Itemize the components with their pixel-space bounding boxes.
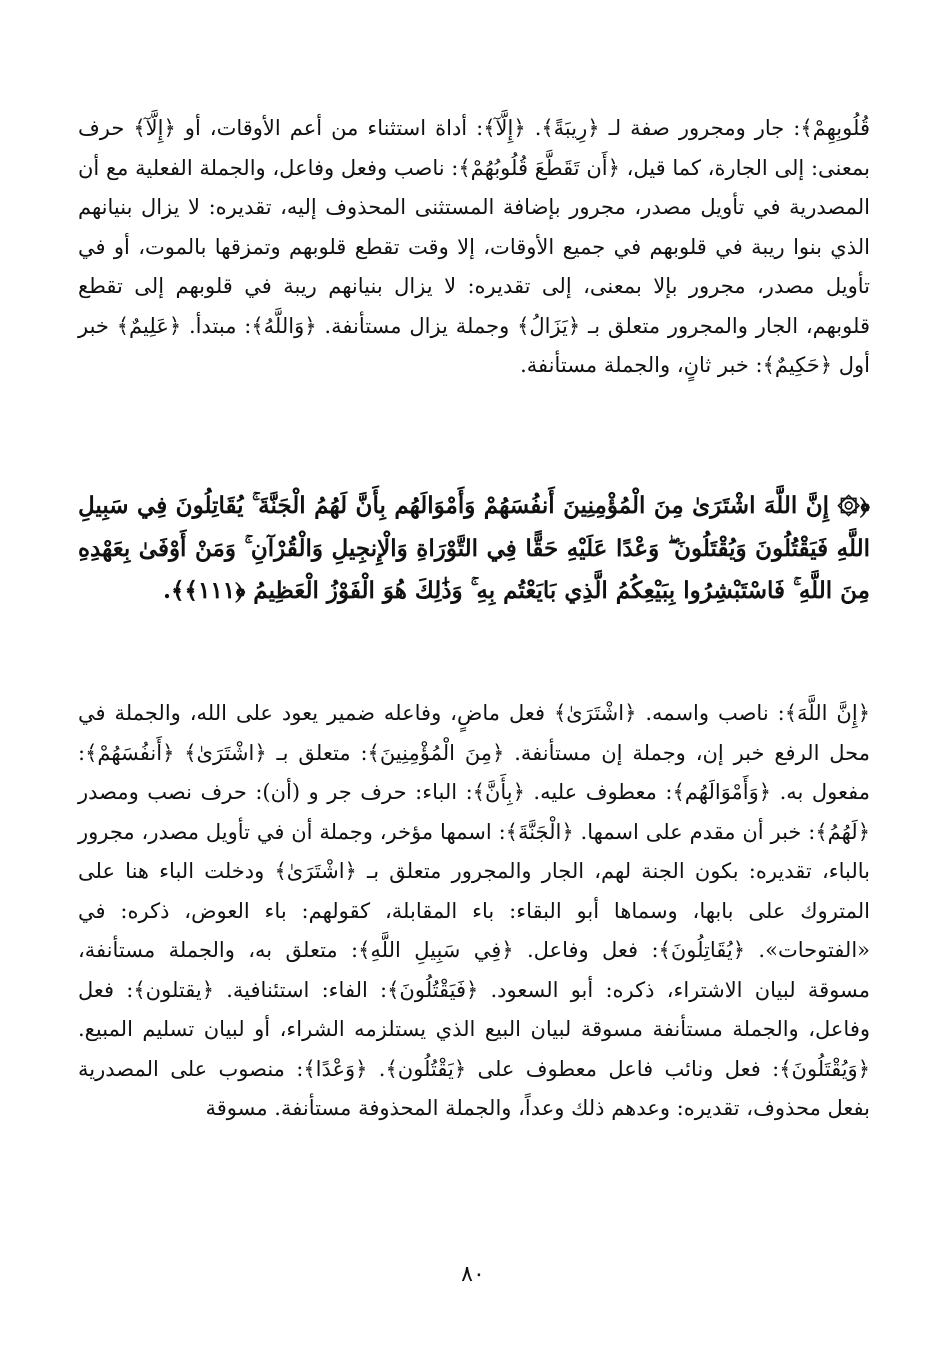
commentary-paragraph-2: ﴿إِنَّ اللَّهَ﴾: ناصب واسمه. ﴿اشْتَرَىٰ﴾ فعل ماضٍ، وفاعله ضمير يعود على الله، والجملة في محل الرفع خبر إن، وجملة إن مستأنفة. ﴿مِنَ الْمُؤْمِنِينَ﴾: متعلق بـ ﴿اشْتَرَىٰ﴾ ﴿أَنفُسَهُمْ﴾: مفعول به. ﴿وَأَمْوَالَهُم﴾: معطوف عليه. ﴿بِأَنَّ﴾: الباء: حرف جر و (أن): حرف نصب ومصدر ﴿لَهُمُ﴾: خبر أن مقدم على اسمها. ﴿الْجَنَّةَ﴾: اسمها مؤخر، وجملة أن في تأويل مصدر، مجرور بالباء، تقديره: بكون الجنة لهم، الجار والمجرور متعلق بـ ﴿اشْتَرَىٰ﴾ ودخلت الباء هنا على المتروك على بابها، وسماها أبو البقاء: باء المقابلة، كقولهم: باء العوض، ذكره: في «الفتوحات». ﴿يُقَاتِلُونَ﴾: فعل وفاعل. ﴿فِي سَبِيلِ اللَّهِ﴾: متعلق به، والجملة مستأنفة، مسوقة لبيان الاشتراء، ذكره: أبو السعود. ﴿فَيَقْتُلُونَ﴾: الفاء: استئنافية. ﴿يقتلون﴾: فعل وفاعل، والجملة مستأنفة مسوقة لبيان البيع الذي يستلزمه الشراء، أو لبيان تسليم المبيع. ﴿وَيُقْتَلُونَ﴾: فعل ونائب فاعل معطوف على ﴿يَقْتُلُون﴾. ﴿وَعْدًا﴾: منصوب على المصدرية بفعل محذوف، تقديره: وعدهم ذلك وعداً، والجملة المحذوفة مستأنفة. مسوقة [78,701,870,1120]
commentary-paragraph-1: قُلُوبِهِمْ﴾: جار ومجرور صفة لـ ﴿رِيبَةً﴾. ﴿إِلَّآ﴾: أداة استثناء من أعم الأوقات، أو ﴿إِلَّآ﴾ حرف بمعنى: إلى الجارة، كما قيل، ﴿أَن تَقَطَّعَ قُلُوبُهُمْ﴾: ناصب وفعل وفاعل، والجملة الفعلية مع أن المصدرية في تأويل مصدر، مجرور بإضافة المستثنى المحذوف إليه، تقديره: لا يزال بنيانهم الذي بنوا ريبة في قلوبهم في جميع الأوقات، إلا وقت تقطع قلوبهم وتمزقها بالموت، أو في تأويل مصدر، مجرور بإلا بمعنى، إلى تقديره: لا يزال بنيانهم ريبة في قلوبهم إلى تقطع قلوبهم، الجار والمجرور متعلق بـ ﴿يَزَالُ﴾ وجملة يزال مستأنفة. ﴿وَاللَّهُ﴾: مبتدأ. ﴿عَلِيمٌ﴾ خبر أول ﴿حَكِيمٌ﴾: خبر ثانٍ، والجملة مستأنفة. [78,116,870,377]
quran-verse: ﴿۞ إِنَّ اللَّهَ اشْتَرَىٰ مِنَ الْمُؤْمِنِينَ أَنفُسَهُمْ وَأَمْوَالَهُم بِأَنَّ لَهُمُ الْجَنَّةَ ۚ يُقَاتِلُونَ فِي سَبِيلِ اللَّهِ فَيَقْتُلُونَ وَيُقْتَلُونَ ۖ وَعْدًا عَلَيْهِ حَقًّا فِي التَّوْرَاةِ وَالْإِنجِيلِ وَالْقُرْآنِ ۚ وَمَنْ أَوْفَىٰ بِعَهْدِهِ مِنَ اللَّهِ ۚ فَاسْتَبْشِرُوا بِبَيْعِكُمُ الَّذِي بَايَعْتُم بِهِ ۚ وَذَٰلِكَ هُوَ الْفَوْزُ الْعَظِيمُ ﴿١١١﴾﴾. [78,492,870,604]
page-number: ٨٠ [461,1262,485,1287]
